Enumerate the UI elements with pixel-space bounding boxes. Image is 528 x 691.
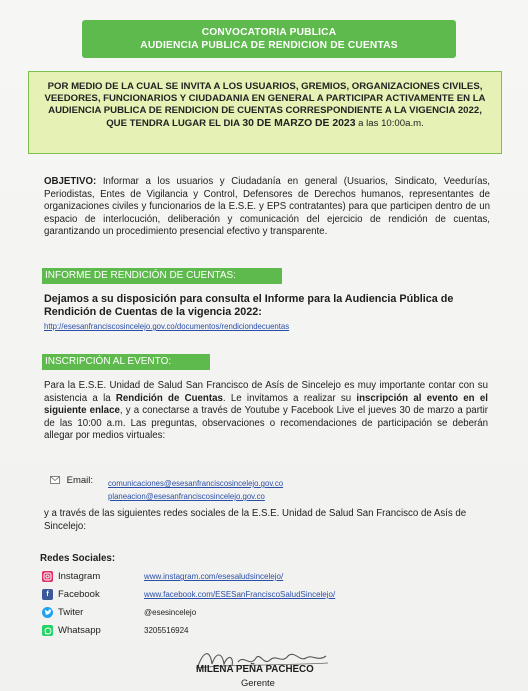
intro-date: 30 DE MARZO DE 2023 — [242, 117, 356, 129]
facebook-link[interactable]: www.facebook.com/ESESanFranciscoSaludSincelejo/ — [144, 590, 336, 599]
inscripcion-text-3: , y a conectarse a través de Youtube y Facebook Live el jueves 30 de marzo a partir de las 10:00 a.m. Las preguntas, observaciones o recomendaciones de participación se deberán allegar por medios virtuales: — [44, 405, 488, 442]
inscripcion-link-text[interactable]: inscripción al evento en el siguiente enlace — [44, 392, 488, 417]
informe-title: Dejamos a su disposición para consulta el Informe para la Audiencia Pública de Rendición de Cuentas de la vigencia 2022: — [44, 293, 454, 318]
section-inscripcion: INSCRIPCIÓN AL EVENTO: — [42, 354, 210, 370]
intro-box — [28, 71, 502, 154]
social-label: Twiter — [58, 607, 84, 618]
inscripcion-text-2: . Le invitamos a realizar su — [222, 392, 357, 404]
signature-role: Gerente — [241, 677, 275, 688]
informe-link[interactable]: http://esesanfranciscosincelejo.gov.co/documentos/rendiciondecuentas — [44, 322, 290, 331]
objetivo-paragraph — [44, 176, 490, 239]
twitter-icon — [42, 607, 53, 618]
facebook-icon: f — [42, 589, 53, 600]
social-row-twitter — [42, 607, 196, 618]
twitter-handle: @esesincelejo — [144, 608, 197, 617]
email-planeacion[interactable]: planeacion@esesanfranciscosincelejo.gov.co — [108, 492, 265, 501]
social-label: Whatsapp — [58, 625, 101, 636]
social-label: Facebook — [58, 589, 100, 600]
email-list — [108, 476, 283, 502]
inscripcion-paragraph — [44, 380, 488, 443]
social-row-facebook — [42, 589, 335, 600]
header-banner — [82, 20, 456, 58]
mail-icon — [50, 476, 60, 484]
section-informe: INFORME DE RENDICIÓN DE CUENTAS: — [42, 268, 282, 284]
whatsapp-icon — [42, 625, 53, 636]
social-row-instagram — [42, 571, 283, 582]
social-label: Instagram — [58, 571, 101, 582]
whatsapp-number: 3205516924 — [144, 626, 189, 635]
instagram-link[interactable]: www.instagram.com/esesaludsincelejo/ — [144, 572, 284, 581]
header-line-1: CONVOCATORIA PUBLICA — [201, 27, 337, 38]
objetivo-text: Informar a los usuarios y Ciudadanía en general (Usuarios, Sindicato, Veedurías, Periodistas, Entes de Vigilancia y Control, Defensores de Derechos humanos, representantes de organizaciones civiles y funcionarios de la E.S.E. y EPS contratantes) para que participen dentro de un espacio de interlocución, deliberación y comunicación del ejercicio de rendición de cuentas, garantizando un procedimiento presencial efectivo y transparente. — [44, 176, 490, 238]
intro-text: POR MEDIO DE LA CUAL SE INVITA A LOS USUARIOS, GREMIOS, ORGANIZACIONES CIVILES, VEEDORES, FUNCIONARIOS Y CIUDADANIA EN GENERAL A PARTICIPAR ACTIVAMENTE EN LA AUDIENCIA PUBLICA DE RENDICION DE CUENTAS CORRESPONDIENTE A LA VIGENCIA 2022, QUE TENDRA LUGAR EL DIA — [44, 81, 486, 129]
redes-title: Redes Sociales: — [40, 553, 116, 564]
redes-intro: y a través de las siguientes redes sociales de la E.S.E. Unidad de Salud San Francisco de Asís de Sincelejo: — [44, 508, 467, 532]
header-line-2: AUDIENCIA PUBLICA DE RENDICION DE CUENTAS — [140, 40, 398, 51]
inscripcion-bold-1: Rendición de Cuentas — [115, 392, 223, 404]
signature-name: MILENA PEÑA PACHECO — [196, 664, 314, 675]
inscripcion-text-1: Para la E.S.E. Unidad de Salud San Francisco de Asís de Sincelejo es muy importante contar con su asistencia a la — [44, 380, 488, 404]
email-comunicaciones[interactable]: comunicaciones@esesanfranciscosincelejo.gov.co — [108, 479, 284, 488]
social-row-whatsapp — [42, 625, 189, 636]
email-row — [50, 475, 103, 486]
objetivo-label: OBJETIVO: — [44, 176, 97, 187]
instagram-icon — [42, 571, 53, 582]
email-label: Email: — [66, 475, 94, 486]
intro-time: a las 10:00a.m. — [355, 117, 424, 129]
